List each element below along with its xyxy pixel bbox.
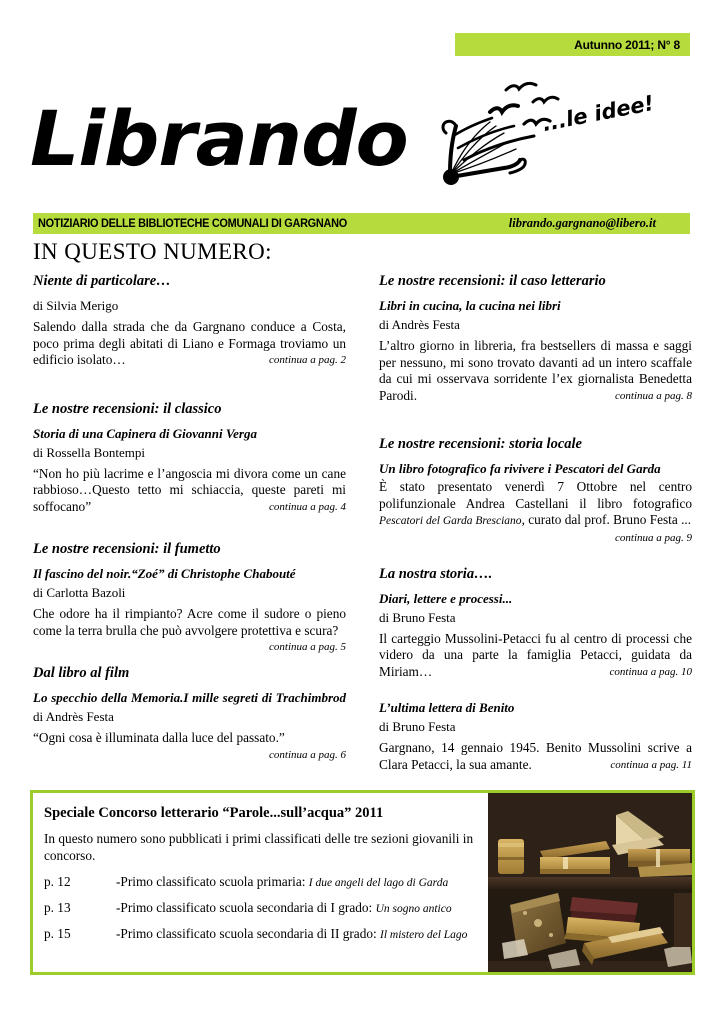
spacer (33, 526, 346, 540)
special-contest-title: Speciale Concorso letterario “Parole...sull’acqua” 2011 (44, 805, 384, 821)
winner-work-title: Un sogno antico (375, 903, 452, 915)
continua-link[interactable]: continua a pag. 8 (615, 389, 692, 402)
section-heading: Dal libro al film (33, 665, 130, 681)
excerpt (379, 740, 692, 773)
spacer (379, 691, 692, 699)
byline: di Rossella Bontempi (33, 444, 145, 460)
contest-winner-row[interactable] (44, 900, 480, 917)
excerpt-text: Salendo dalla strada che da Gargnano conduce a Costa, poco prima degli abitati di Liano e Formaga troviamo un edificio isolato… (33, 319, 346, 367)
toc-entry-il-fumetto[interactable] (33, 540, 346, 653)
right-column (379, 272, 692, 784)
excerpt-book-title: Pescatori del Garda Bresciano (379, 515, 522, 527)
page-number: p. 13 (44, 900, 71, 915)
open-book-with-birds-icon (420, 78, 600, 198)
continua-link[interactable]: continua a pag. 6 (269, 748, 346, 761)
toc-entry-dal-libro-al-film[interactable] (33, 664, 346, 763)
byline: di Silvia Merigo (33, 298, 119, 313)
publication-title: Librando (30, 94, 408, 183)
winner-label: -Primo classificato scuola secondaria di II grado: (116, 926, 381, 941)
excerpt (33, 466, 346, 516)
continua-link[interactable]: continua a pag. 2 (269, 354, 346, 366)
section-heading: Niente di particolare… (33, 273, 171, 289)
email-address[interactable]: librando.gargnano@libero.it (508, 216, 656, 230)
article-title: Libri in cucina, la cucina nei libri (379, 298, 561, 313)
special-contest-box (30, 790, 695, 975)
left-column (33, 272, 346, 774)
issue-banner (455, 33, 690, 56)
excerpt (379, 479, 692, 530)
winner-text (116, 874, 480, 891)
notiziario-label: NOTIZIARIO DELLE BIBLIOTECHE COMUNALI DI GARGNANO (38, 217, 347, 230)
toc-entry-ultima-lettera-di-benito[interactable] (379, 699, 692, 773)
excerpt (379, 338, 692, 404)
books-on-shelf-image (488, 793, 692, 972)
continua-link[interactable]: continua a pag. 4 (269, 500, 346, 513)
article-title: Diari, lettere e processi... (379, 590, 513, 606)
excerpt (379, 631, 692, 681)
byline: di Carlotta Bazoli (33, 585, 126, 600)
page-number: p. 15 (44, 926, 71, 941)
notiziario-banner (33, 213, 690, 234)
article-title: Un libro fotografico fa rivivere i Pescatori del Garda (379, 461, 661, 476)
toc-entry-caso-letterario[interactable] (379, 272, 692, 404)
excerpt-text: Che odore ha il rimpianto? Acre come il sudore o pieno come la terra brulla che può avvolgere protettiva e scura? (33, 606, 346, 638)
continua-link[interactable]: continua a pag. 11 (610, 758, 692, 771)
article-title: Il fascino del noir.“Zoé” di Christophe Chabouté (33, 566, 296, 581)
toc-entry-niente-di-particolare[interactable] (33, 272, 346, 369)
continua-link[interactable]: continua a pag. 10 (609, 665, 692, 678)
excerpt-text: “Non ho più lacrime e l’angoscia mi divora come un cane rabbioso…Questo tetto mi schiaccia, queste pareti mi soffocano” (33, 465, 346, 514)
winner-work-title: I due angeli del lago di Garda (308, 877, 449, 889)
winner-text (116, 926, 480, 943)
section-heading: Le nostre recensioni: il fumetto (33, 541, 221, 557)
special-contest-text (33, 793, 488, 972)
contest-winner-row[interactable] (44, 926, 480, 943)
masthead (0, 92, 725, 207)
special-contest-lede: In questo numero sono pubblicati i primi classificati delle tre sezioni giovanili in concorso. (44, 831, 474, 863)
issue-label: Autunno 2011; N° 8 (574, 37, 680, 52)
byline: di Bruno Festa (379, 609, 456, 625)
continua-link[interactable]: continua a pag. 5 (269, 641, 346, 653)
toc-entry-la-nostra-storia[interactable] (379, 565, 692, 681)
section-heading: Le nostre recensioni: il classico (33, 400, 222, 417)
excerpt: “Ogni cosa è illuminata dalla luce del passato.” (33, 730, 285, 745)
winner-label: -Primo classificato scuola secondaria di I grado: (116, 900, 376, 915)
section-heading: La nostra storia…. (379, 565, 493, 582)
excerpt-text-part2: , curato dal prof. Bruno Festa ... (521, 512, 692, 527)
excerpt-text: L’altro giorno in libreria, fra bestsellers di massa e saggi per nessuno, mi sono trovato davanti ad un intero scaffale da cui mi osservava sorridente l’ex giornalista Benedetta Parodi. (379, 338, 692, 403)
toc-entry-storia-locale[interactable] (379, 435, 692, 546)
excerpt (33, 606, 346, 653)
spacer (379, 415, 692, 435)
toc-heading: IN QUESTO NUMERO: (33, 239, 272, 264)
contents-columns (33, 272, 692, 782)
excerpt (33, 319, 346, 369)
contest-winner-row[interactable] (44, 874, 480, 891)
excerpt-text: Il carteggio Mussolini-Petacci fu al centro di processi che videro da una parte la famiglia Petacci, guidata da Miriam… (379, 630, 692, 679)
winner-work-title: Il mistero del Lago (380, 929, 468, 941)
spacer (33, 380, 346, 400)
article-title: Storia di una Capinera di Giovanni Verga (33, 425, 257, 441)
page-number: p. 12 (44, 874, 71, 889)
tagline: ...le idee! (540, 90, 656, 136)
toc-entry-il-classico[interactable] (33, 400, 346, 516)
continua-link[interactable]: continua a pag. 9 (615, 531, 692, 544)
winner-text (116, 900, 480, 917)
byline: di Bruno Festa (379, 719, 456, 734)
winner-label: -Primo classificato scuola primaria: (116, 874, 309, 889)
spacer (379, 557, 692, 565)
excerpt-text: Gargnano, 14 gennaio 1945. Benito Mussolini scrive a Clara Petacci, la sua amante. (379, 740, 692, 772)
section-heading: Le nostre recensioni: storia locale (379, 436, 582, 452)
article-title: L’ultima lettera di Benito (379, 700, 515, 715)
article-title: Lo specchio della Memoria.I mille segreti di Trachimbrod (33, 690, 346, 705)
byline: di Andrès Festa (33, 709, 114, 724)
section-heading: Le nostre recensioni: il caso letterario (379, 273, 606, 289)
byline: di Andrès Festa (379, 317, 460, 332)
excerpt-text-part1: È stato presentato venerdì 7 Ottobre nel centro polifunzionale Andrea Castellani il libro fotografico (379, 479, 692, 511)
